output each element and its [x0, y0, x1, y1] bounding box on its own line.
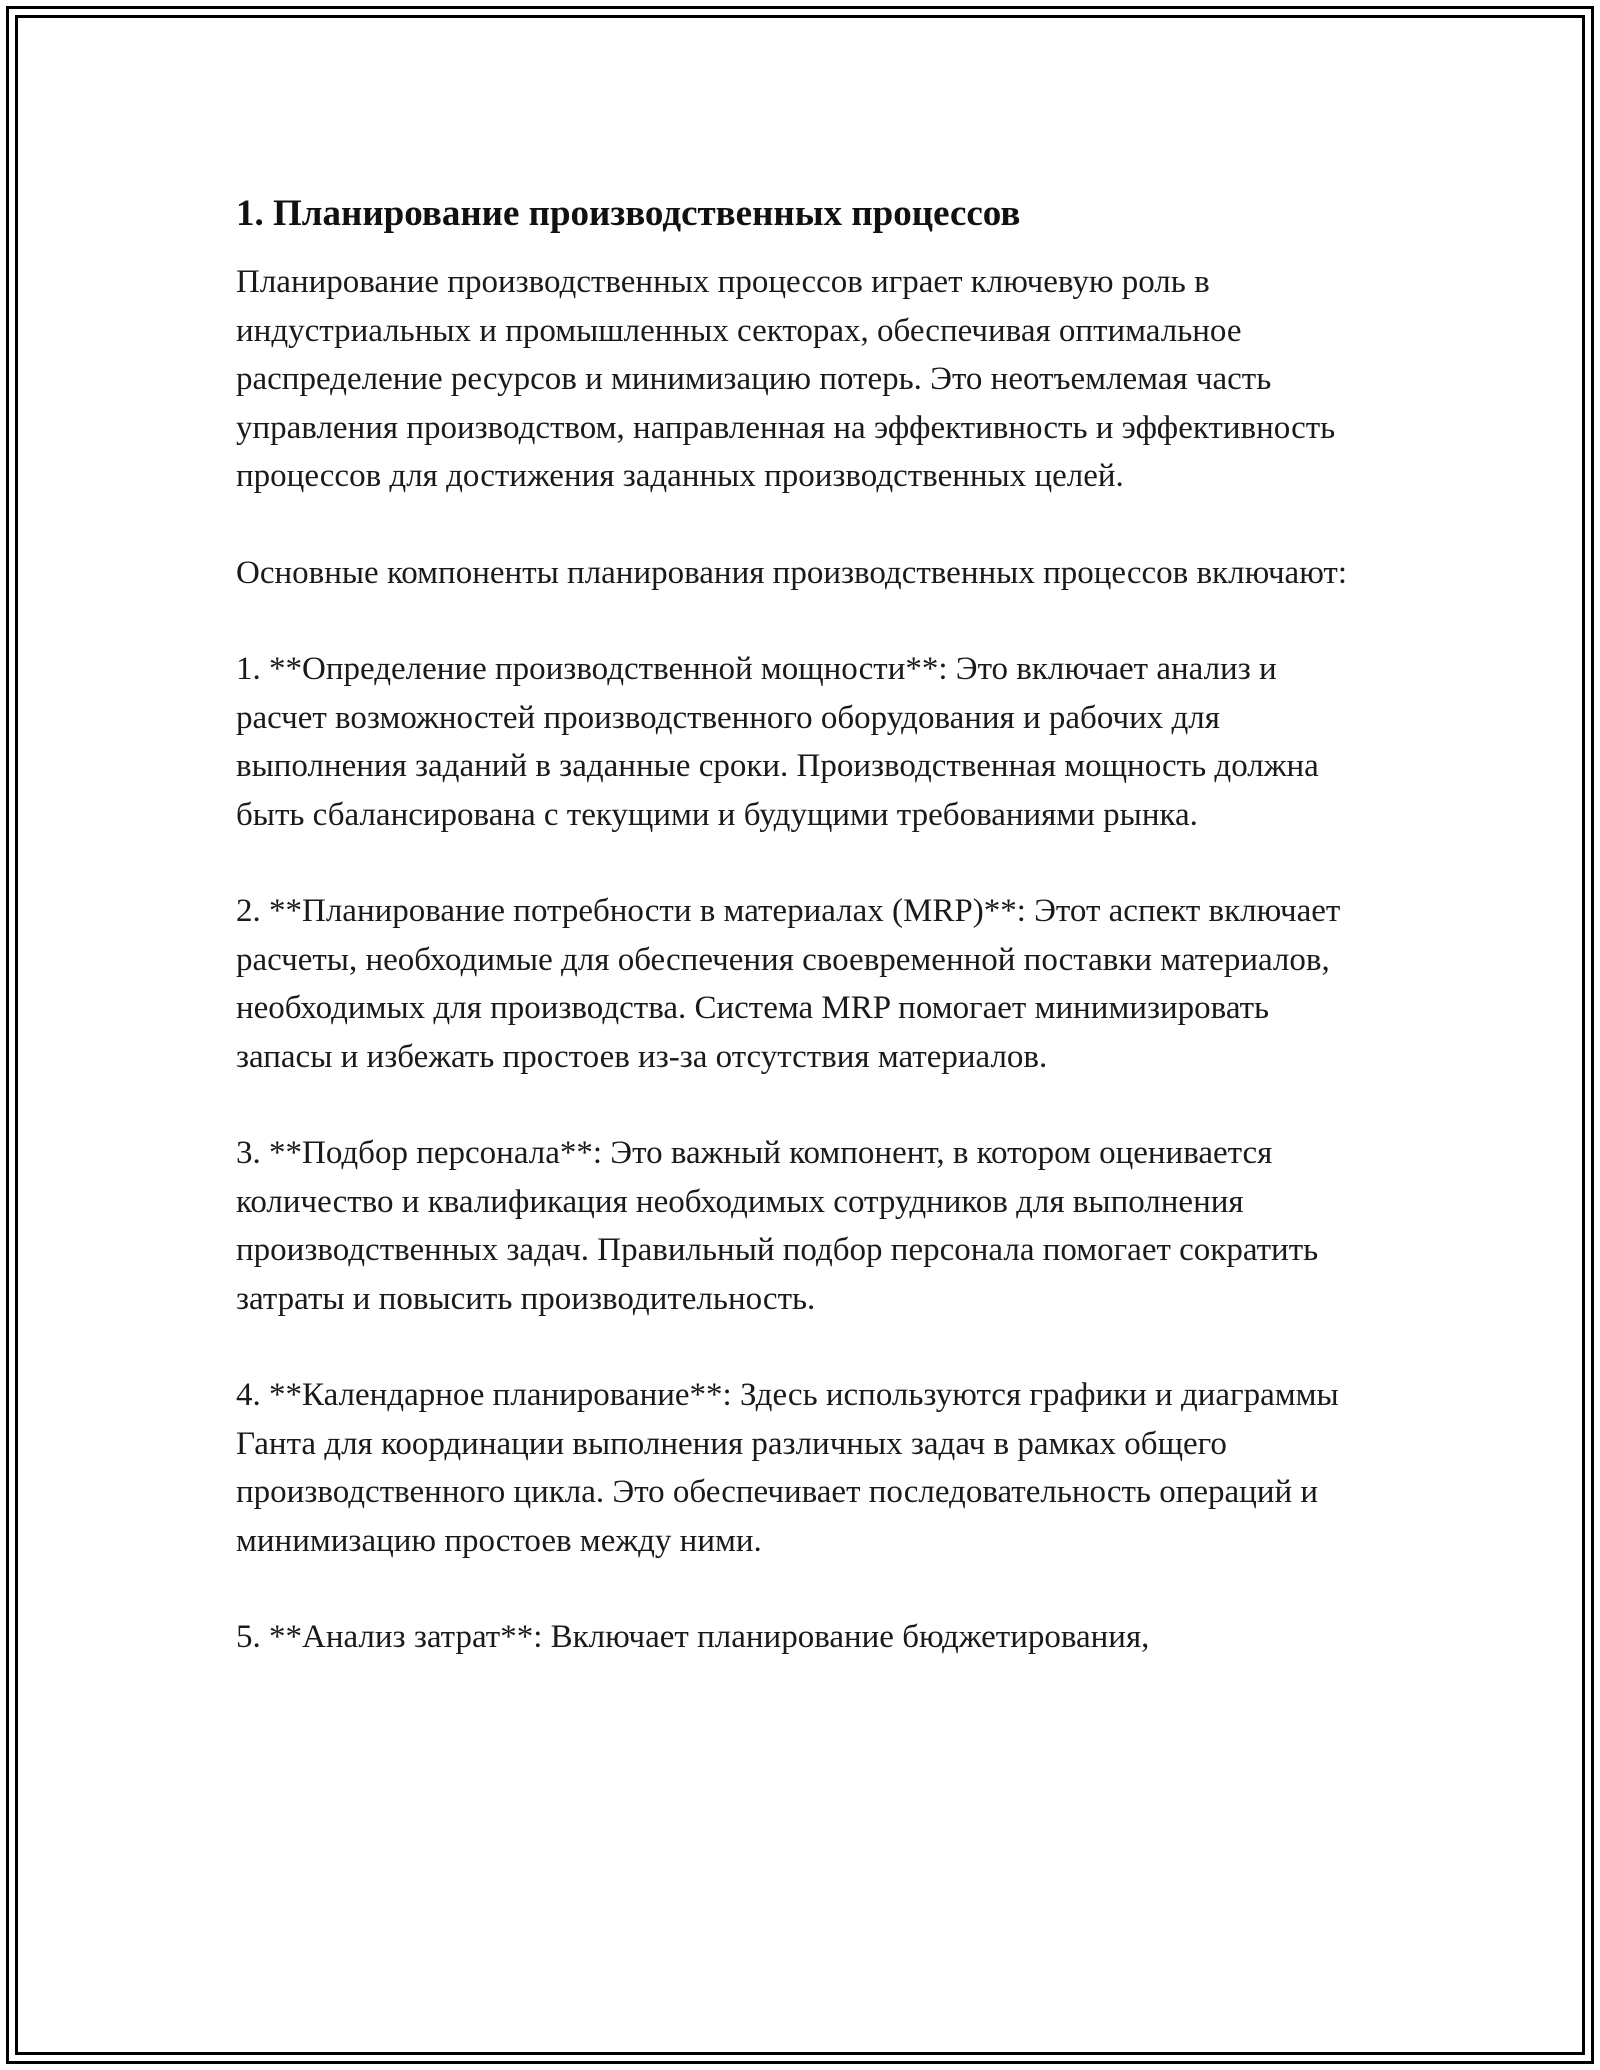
list-item-capacity: 1. **Определение производственной мощности**: Это включает анализ и расчет возможностей производственного оборудования и рабочих для выполнения заданий в заданные сроки. Производственная мощность должна быть сбалансирована с текущими и будущими требованиями рынка.: [236, 651, 1319, 833]
list-item-scheduling: 4. **Календарное планирование**: Здесь используются графики и диаграммы Ганта для координации выполнения различных задач в рамках общего производственного цикла. Это обеспечивает последовательность операций и минимизацию простоев между ними.: [236, 1377, 1339, 1559]
paragraph-components-lead: Основные компоненты планирования производственных процессов включают:: [236, 554, 1348, 591]
list-item-staffing: 3. **Подбор персонала**: Это важный компонент, в котором оценивается количество и квалификация необходимых сотрудников для выполнения производственных задач. Правильный подбор персонала помогает сократить затраты и повысить производительность.: [236, 1135, 1319, 1317]
paragraph-intro: Планирование производственных процессов играет ключевую роль в индустриальных и промышленных секторах, обеспечивая оптимальное распределение ресурсов и минимизацию потерь. Это неотъемлемая часть управления производством, направленная на эффективность и эффективность процессов для достижения заданных производственных целей.: [236, 264, 1336, 494]
document-body: [236, 188, 1368, 1662]
list-item-mrp: 2. **Планирование потребности в материалах (MRP)**: Этот аспект включает расчеты, необходимые для обеспечения своевременной поставки материалов, необходимых для производства. Система MRP помогает минимизировать запасы и избежать простоев из-за отсутствия материалов.: [236, 893, 1341, 1075]
section-heading: 1. Планирование производственных процессов: [236, 193, 1021, 234]
list-item-cost-analysis: 5. **Анализ затрат**: Включает планирование бюджетирования,: [236, 1619, 1150, 1655]
